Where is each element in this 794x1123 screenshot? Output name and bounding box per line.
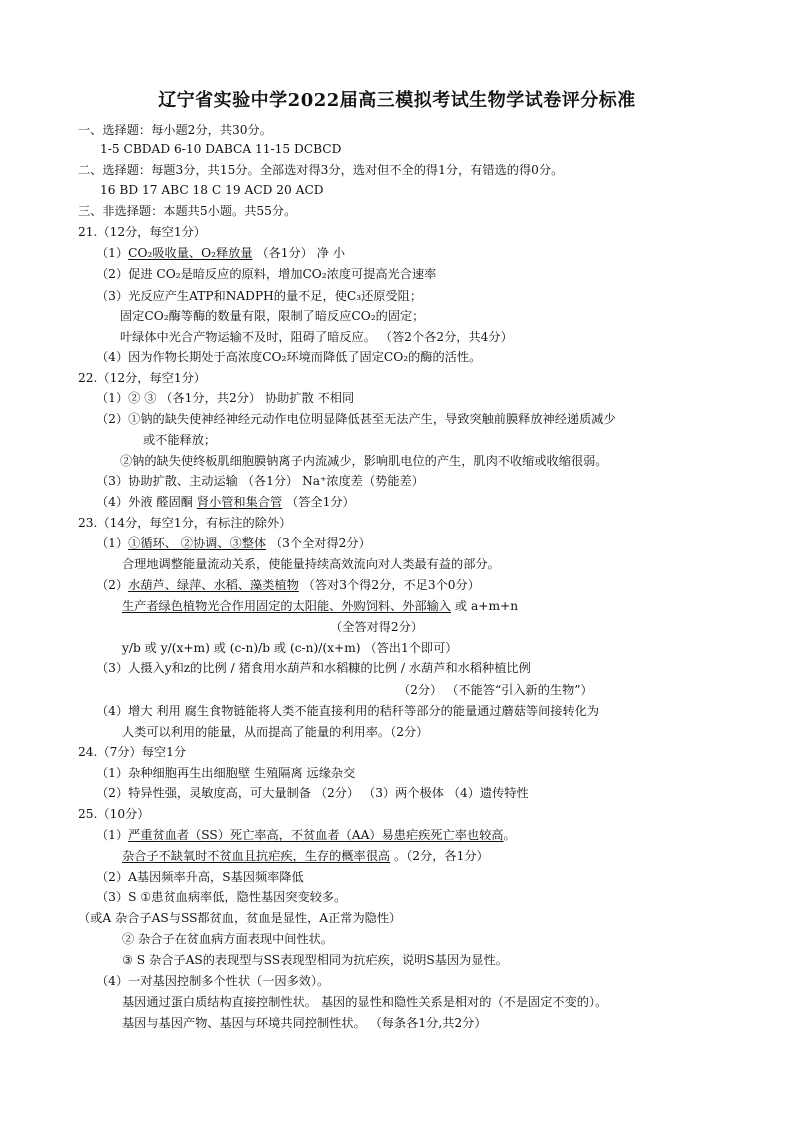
- text-line: 24.（7分）每空1分: [78, 745, 187, 759]
- text-line: ③ S 杂合子AS的表现型与SS表现型相同为抗疟疾，说明S基因为显性。: [122, 953, 508, 967]
- page-title: 辽宁省实验中学2022届高三模拟考试生物学试卷评分标准: [158, 90, 636, 111]
- text-line: （3）人摄入y和z的比例 / 猪食用水葫芦和水稻糠的比例 / 水葫芦和水稻种植比例: [96, 661, 531, 675]
- text-line: 基因与基因产物、基因与环境共同控制性状。 （每条各1分,共2分）: [122, 1016, 487, 1030]
- text-line: 一、选择题：每小题2分，共30分。: [78, 123, 272, 137]
- text-line: （1）CO₂吸收量、O₂释放量 （各1分） 净 小: [96, 246, 346, 260]
- text-line: y/b 或 y/(x+m) 或 (c-n)/b 或 (c-n)/(x+m) （答出1个即可）: [122, 641, 458, 655]
- text-line: 叶绿体中光合产物运输不及时，阻碍了暗反应。 （答2个各2分，共4分）: [120, 330, 513, 344]
- text-line: 三、非选择题：本题共5小题。共55分。: [78, 204, 297, 218]
- text-line: （3）S ①患贫血病率低，隐性基因突变较多。: [96, 890, 347, 904]
- text-line: 21.（12分，每空1分）: [78, 225, 206, 239]
- text-line: （2分） （不能答“引入新的生物”）: [398, 683, 593, 697]
- text-line: （3）协助扩散、主动运输 （各1分） Na⁺浓度差（势能差）: [96, 474, 424, 488]
- text-line: 合理地调整能量流动关系，使能量持续高效流向对人类最有益的部分。: [122, 557, 500, 571]
- text-line: 16 BD 17 ABC 18 C 19 ACD 20 ACD: [100, 183, 324, 197]
- text-line: 杂合子不缺氧时不贫血且抗疟疾，生存的概率很高 。（2分，各1分）: [122, 849, 489, 863]
- text-line: （2）促进 CO₂是暗反应的原料，增加CO₂浓度可提高光合速率: [96, 267, 437, 281]
- text-line: （2）①钠的缺失使神经神经元动作电位明显降低甚至无法产生，导致突触前膜释放神经递质减少: [96, 412, 616, 426]
- underlined-answer: 肾小管和集合管: [196, 495, 283, 509]
- text-line: 固定CO₂酶等酶的数量有限，限制了暗反应CO₂的固定；: [120, 309, 425, 323]
- underlined-answer: 水葫芦、绿萍、水稻、藻类植物: [128, 578, 299, 592]
- text-line: （2）水葫芦、绿萍、水稻、藻类植物 （答对3个得2分，不足3个0分）: [96, 578, 480, 592]
- text-line: 1-5 CBDAD 6-10 DABCA 11-15 DCBCD: [100, 142, 342, 156]
- text-line: （4）外液 醛固酮 肾小管和集合管 （答全1分）: [96, 495, 355, 509]
- text-line: （3）光反应产生ATP和NADPH的量不足，使C₃还原受阻；: [96, 289, 423, 303]
- text-line: 或不能释放；: [143, 433, 217, 447]
- text-line: （1）杂种细胞再生出细胞壁 生殖隔离 远缘杂交: [96, 766, 356, 780]
- text-line: （2）A基因频率升高，S基因频率降低: [96, 870, 304, 884]
- text-line: 二、选择题：每题3分，共15分。全部选对得3分，选对但不全的得1分，有错选的得0分。: [78, 163, 564, 177]
- text-line: （4）一对基因控制多个性状（一因多效）。: [96, 974, 330, 988]
- text-line: （1）①循环、 ②协调、③整体 （3个全对得2分）: [96, 536, 371, 550]
- underlined-answer: CO₂吸收量、O₂释放量: [128, 246, 253, 260]
- text-line: （或A 杂合子AS与SS都贫血，贫血是显性，A正常为隐性）: [78, 911, 402, 925]
- text-line: （2）特异性强，灵敏度高，可大量制备 （2分） （3）两个极体 （4）遗传特性: [96, 786, 529, 800]
- text-line: 25.（10分）: [78, 807, 150, 821]
- underlined-answer: 杂合子不缺氧时不贫血且抗疟疾，生存的概率很高: [122, 849, 391, 863]
- underlined-answer: 严重贫血者（SS）死亡率高，不贫血者（AA）易患疟疾死亡率也较高: [128, 828, 504, 842]
- underlined-answer: 生产者绿色植物光合作用固定的太阳能、外购饲料、外部输入: [122, 599, 452, 613]
- text-line: 基因通过蛋白质结构直接控制性状。 基因的显性和隐性关系是相对的（不是固定不变的）。: [122, 995, 608, 1009]
- text-line: （1）严重贫血者（SS）死亡率高，不贫血者（AA）易患疟疾死亡率也较高。: [96, 828, 516, 842]
- text-line: （4）因为作物长期处于高浓度CO₂环境而降低了固定CO₂的酶的活性。: [96, 350, 482, 364]
- text-line: 生产者绿色植物光合作用固定的太阳能、外购饲料、外部输入 或 a+m+n: [122, 599, 519, 613]
- text-line: ②钠的缺失使终板肌细胞膜钠离子内流减少，影响肌电位的产生，肌肉不收缩或收缩很弱。: [120, 454, 608, 468]
- text-line: （全答对得2分）: [330, 620, 424, 634]
- text-line: 23.（14分，每空1分，有标注的除外）: [78, 516, 292, 530]
- underlined-answer: ①循环、 ②协调、③整体: [128, 536, 267, 550]
- text-line: 22.（12分，每空1分）: [78, 371, 206, 385]
- text-line: ② 杂合子在贫血病方面表现中间性状。: [122, 932, 334, 946]
- text-line: （1）② ③ （各1分，共2分） 协助扩散 不相同: [96, 391, 355, 405]
- text-line: 人类可以利用的能量，从而提高了能量的利用率。（2分）: [122, 725, 429, 739]
- text-line: （4）增大 利用 腐生食物链能将人类不能直接利用的秸秆等部分的能量通过蘑菇等间接转化为: [96, 704, 600, 718]
